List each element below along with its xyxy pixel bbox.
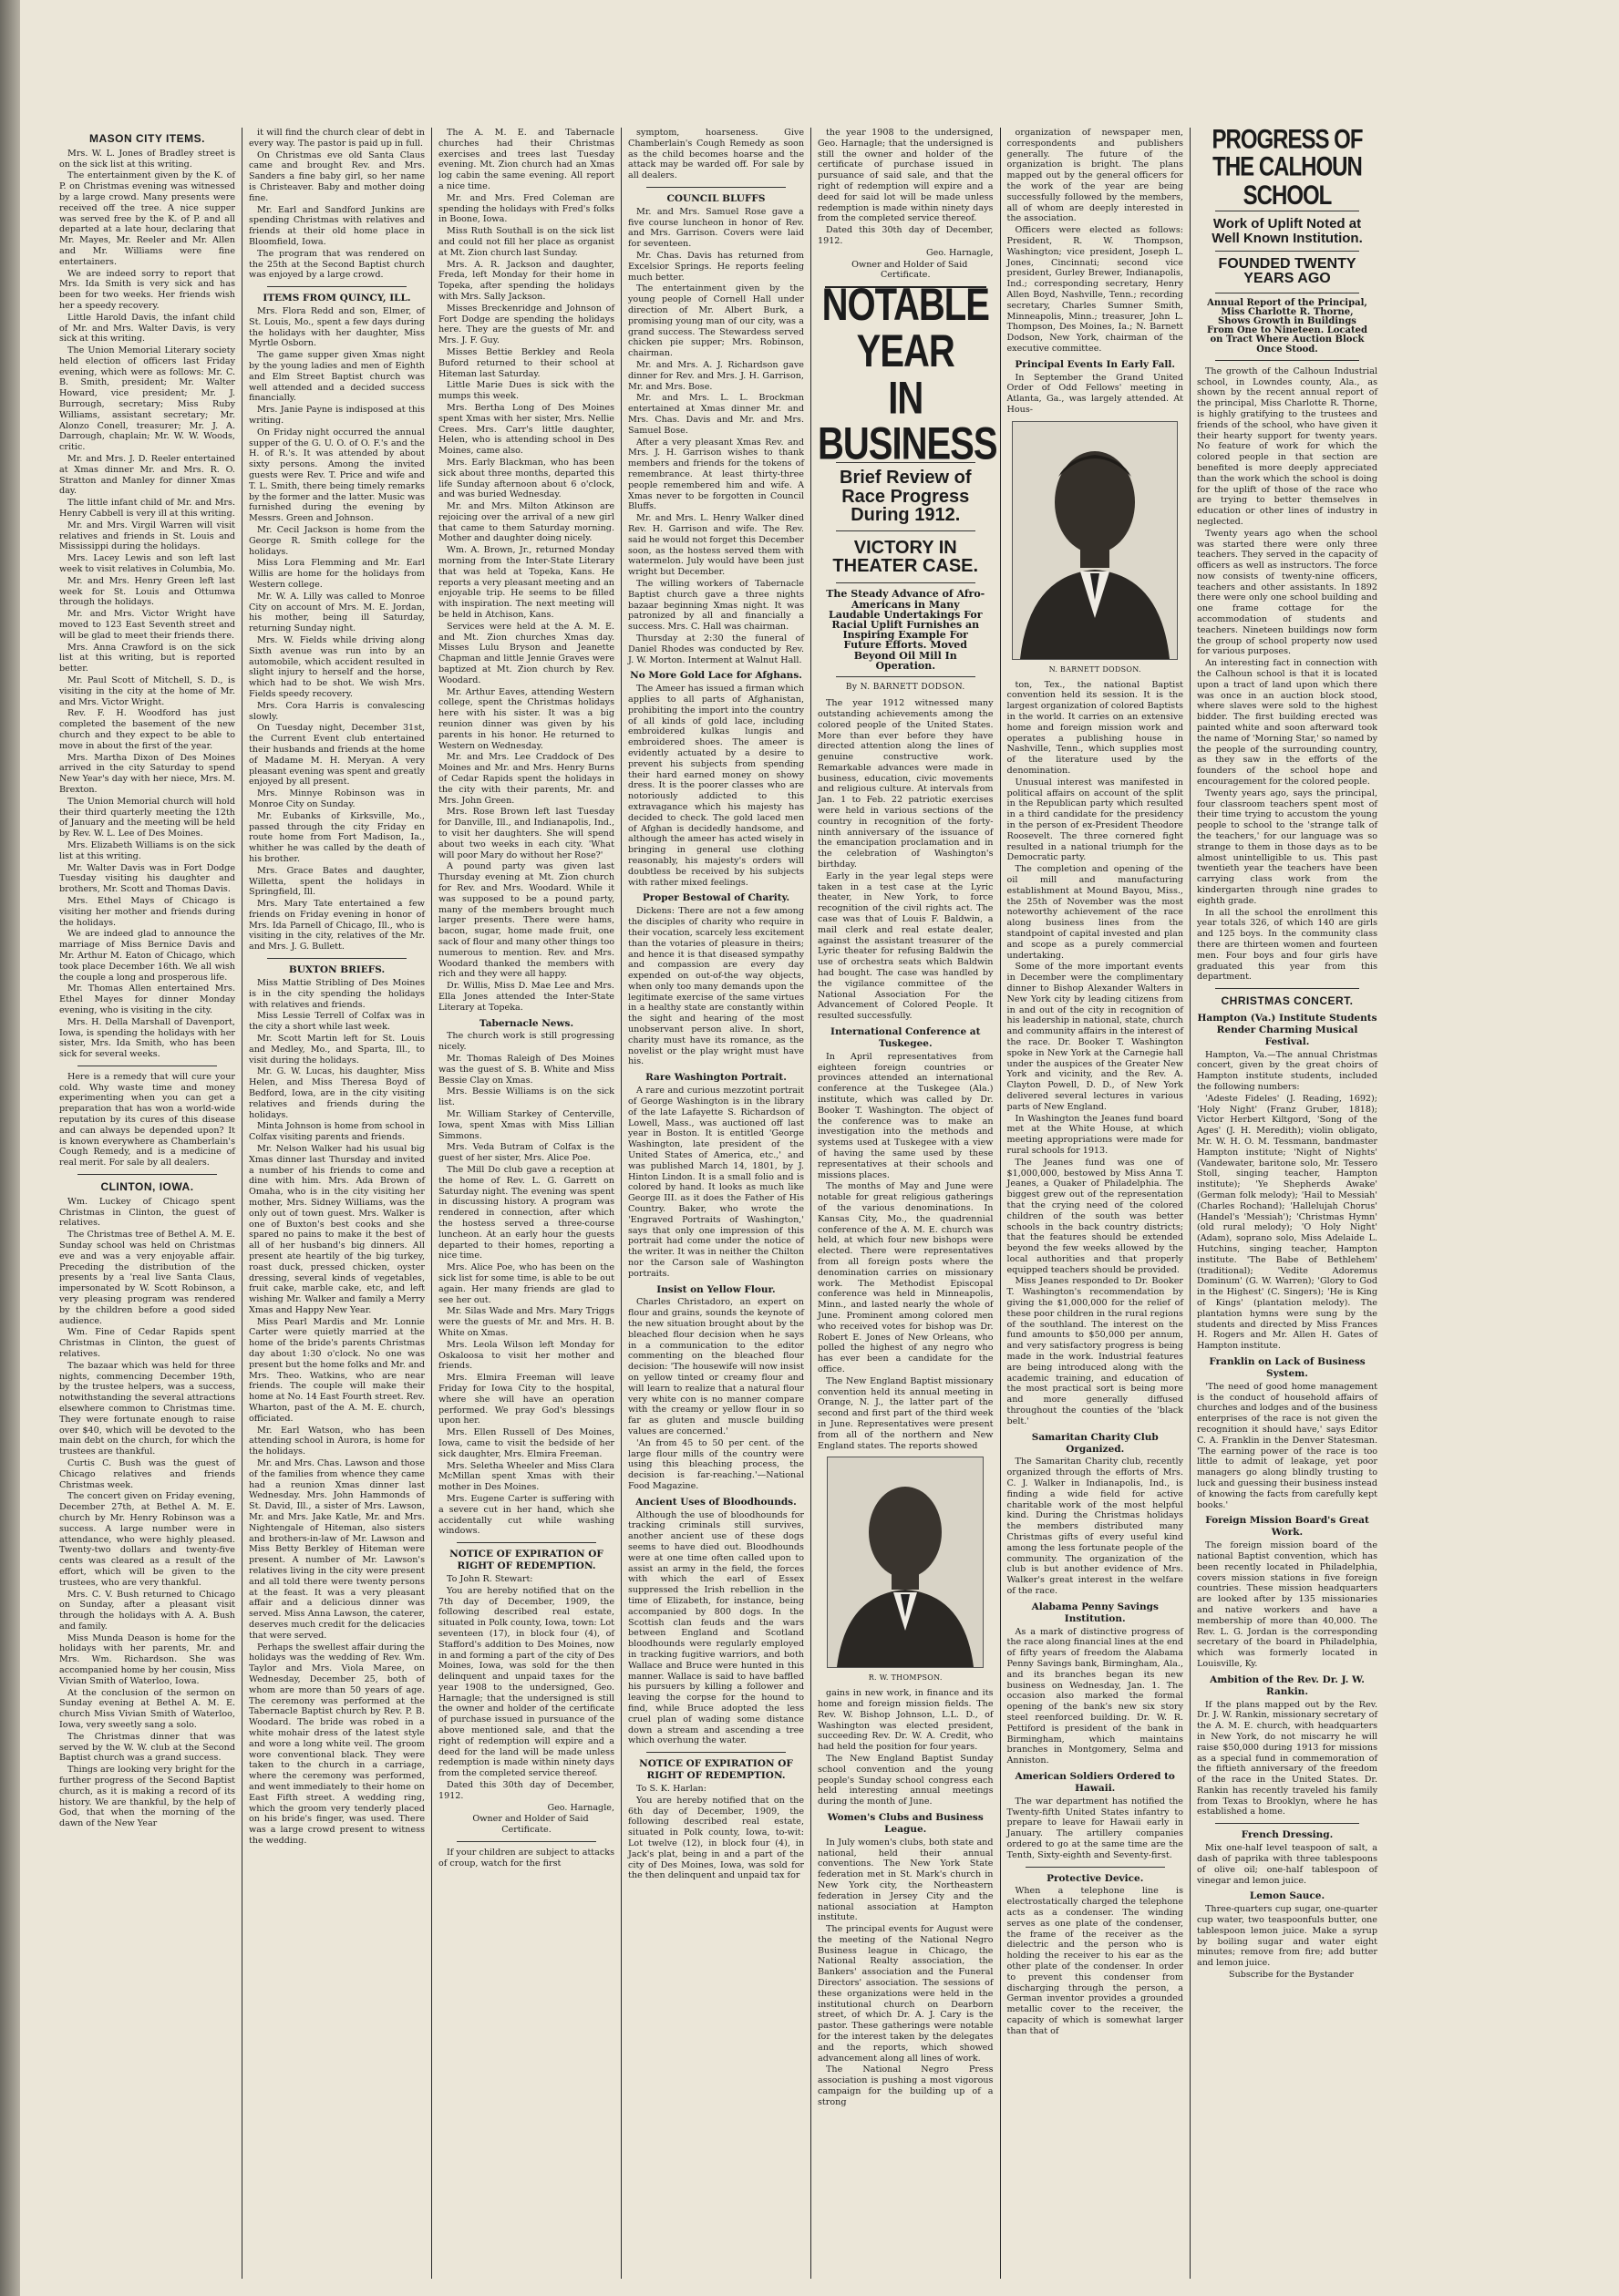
article-paragraph: The New England Baptist Sunday school convention and the young people's Sunday school congress each held interesting annual meetings during the month of June.	[818, 1753, 994, 1807]
article-paragraph: After a very pleasant Xmas Rev. and Mrs. J. H. Garrison wishes to thank members and friends for the tokens of remembrance. At least thirty-three people remembered him and wife. A Xmas never to be forgotten in Council Bluffs.	[628, 437, 804, 512]
divider	[646, 187, 786, 188]
article-paragraph: Mr. and Mrs. Virgil Warren will visit relatives and friends in St. Louis and Mississippi during the holidays.	[59, 520, 235, 552]
article-subheading: International Conference at Tuskegee.	[830, 1026, 981, 1049]
legal-notice-paragraph: Dated this 30th day of December, 1912.	[818, 225, 994, 246]
article-paragraph: Mrs. Martha Dixon of Des Moines arrived in the city Saturday to spend New Year's day with her niece, Mrs. M. Brexton.	[59, 752, 235, 795]
article-paragraph: Little Marie Dues is sick with the mumps this week.	[438, 380, 614, 402]
article-paragraph: Mr. and Mrs. Chas. Lawson and those of the families from whence they came had a reunion Xmas dinner last Wednesday. Mrs. John Hammonds of St. David, Ill., a sister of Mrs. Lawson, Mr. and Mrs. Jake Katle, Mr. and Mrs. Nightengale of Hiteman, also sisters and brothers-in-law of Mr. Lawson and Miss Betty Berkley of Hiteman were present. A number of Mr. Lawson's relatives living in the city were present and all told there were twenty persons at the feast. It was a very pleasant affair and a delicious dinner was served. Miss Anna Lawson, the caterer, deserves much credit for the delicacies that were served.	[249, 1458, 425, 1641]
article-paragraph: Mr. and Mrs. Samuel Rose gave a five course luncheon in honor of Rev. and Mrs. Garrison. Covers were laid for seventeen.	[628, 206, 804, 250]
article-paragraph: Mrs. Lacey Lewis and son left last week to visit relatives in Columbia, Mo.	[59, 553, 235, 575]
advertisement-paragraph: If your children are subject to attacks of croup, watch for the first	[438, 1848, 614, 1869]
article-paragraph: Twenty years ago, says the principal, four classroom teachers spent most of their time trying to accustom the young people to school to the 'strange talk of the teachers,' for our language was so strange to them in those days as to be almost unintelligible to us. This past twentieth year the teachers have been carrying class work from the kindergarten through nine grades to eighth grade.	[1197, 788, 1377, 906]
legal-notice-paragraph: You are hereby notified that on the 7th day of December, 1909, the following described real estate, situated in Polk county, Iowa, town: Lot seventeen (17), in block four (4), of Stafford's addition to Des Moines, now in and forming a part of the city of Des Moines, Iowa, was sold for the then delinquent and unpaid taxes for the year 1908 to the undersigned, Geo. Harnagle; that the undersigned is still the owner and holder of the certificate of purchase issued in pursuance of the above mentioned sale, and that the right of redemption will expire and a deed for the land will be made unless redemption is made within ninety days from the completed service thereof.	[438, 1585, 614, 1779]
article-paragraph: Mr. Earl and Sandford Junkins are spending Christmas with relatives and friends at their old home place in Bloomfield, Iowa.	[249, 204, 425, 247]
article-subheading: Women's Clubs and Business League.	[827, 1811, 984, 1835]
article-paragraph: Mrs. Elizabeth Williams is on the sick list at this writing.	[59, 839, 235, 861]
portrait-caption: N. BARNETT DODSON.	[1048, 664, 1141, 674]
headline-deck: FOUNDED TWENTY YEARS AGO	[1218, 256, 1356, 287]
article-paragraph: Mrs. Mary Tate entertained a few friends on Friday evening in honor of Mrs. Ida Parnell of Chicago, Ill., who is visiting in the city, relatives of the Mr. and Mrs. J. G. Bullett.	[249, 899, 425, 952]
article-paragraph: Mr. Eubanks of Kirksville, Mo., passed through the city Friday en route home from Fort Madison, Ia., whither he was called by the death of his brother.	[249, 810, 425, 864]
article-paragraph: Mr. G. W. Lucas, his daughter, Miss Helen, and Miss Theresa Boyd of Bedford, Iowa, are in the city visiting relatives and friends during the holidays.	[249, 1066, 425, 1120]
article-paragraph: Mrs. Seletha Wheeler and Miss Clara McMillan spent Xmas with their mother in Des Moines.	[438, 1460, 614, 1493]
article-paragraph: Thursday at 2:30 the funeral of Daniel Rhodes was conducted by Rev. J. W. Morton. Interment at Walnut Hall.	[628, 633, 804, 665]
deck-line: During 1912.	[851, 505, 961, 526]
article-paragraph: Miss Pearl Mardis and Mr. Lonnie Carter were quietly married at the home of the bride's parents Christmas day about 1:30 o'clock. No one was present but the home folks and Mr. and Mrs. Theo. Watkins, who are near friends. The couple will make their home at No. 14 East Fourth street. Rev. Wharton, past of the A. M. E. church, officiated.	[249, 1316, 425, 1424]
article-paragraph: We are indeed glad to announce the marriage of Miss Bernice Davis and Mr. Arthur M. Eaton of Chicago, which took place December 16th. We all wish the couple a long and prosperous life.	[59, 929, 235, 983]
article-paragraph: Mrs. H. Della Marshall of Davenport, Iowa, is spending the holidays with her sister, Mrs. Ida Smith, who has been sick for several weeks.	[59, 1016, 235, 1060]
scan-binding-edge	[0, 0, 20, 2296]
article-paragraph: The concert given on Friday evening, December 27th, at Bethel A. M. E. church by Mr. Henry Robinson was a success. A large number were in attendance, who were highly pleased. Twenty-two dollars and twenty-five cents was cleared as a result of the effort, which will be given to the trustees, who are very thankful.	[59, 1491, 235, 1588]
divider	[1215, 251, 1359, 252]
headline-notable-year	[818, 280, 997, 470]
article-paragraph: Some of the more important events in December were the complimentary dinner to Bishop Alexander Walters in New York city by leading citizens from in and out of the city in recognition of his leadership in national, state, church and community affairs in the interest of the race. Dr. Booker T. Washington spoke in New York at the Carnegie hall under the auspices of the Greater New York and vicinity, and the Rev. A. Clayton Powell, D. D., of New York delivered several lectures in various parts of New England.	[1006, 962, 1183, 1112]
article-paragraph: Miss Lora Flemming and Mr. Earl Willis are home for the holidays from Western college.	[249, 558, 425, 590]
article-paragraph: Mrs. C. V. Bush returned to Chicago on Sunday, after a pleasant visit through the holidays with A. A. Bush and family.	[59, 1589, 235, 1632]
article-paragraph: We are indeed sorry to report that Mrs. Ida Smith is very sick and has been for two weeks. Her friends wish her a speedy recovery.	[59, 268, 235, 311]
article-paragraph: organization of newspaper men, correspondents and publishers generally. The future of the organization is bright. The plans mapped out by the general officers for the work of the year are being successfully followed by the members, all of whom are deeply interested in the association.	[1006, 128, 1183, 224]
headline-deck	[821, 468, 990, 524]
article-paragraph: The New England Baptist missionary convention held its annual meeting in Orange, N. J., the latter part of the second and first part of the third week in June. Representatives were present from all of the northern and New England states. The reports showed	[818, 1375, 994, 1451]
divider	[267, 286, 407, 287]
article-paragraph: Mr. and Mrs. A. J. Richardson gave dinner for Rev. and Mrs. J. H. Garrison, Mr. and Mrs. Bose.	[628, 360, 804, 392]
article-paragraph: Mrs. Minnye Robinson was in Monroe City on Sunday.	[249, 788, 425, 809]
article-paragraph: Mr. and Mrs. Milton Atkinson are rejoicing over the arrival of a new girl that came to them Saturday morning. Mother and daughter doing nicely.	[438, 501, 614, 544]
article-paragraph: Perhaps the swellest affair during the holidays was the wedding of Rev. Wm. Taylor and Mrs. Viola Maree, on Wednesday, December 25, both of whom are more than 50 years of age. The ceremony was performed at the Tabernacle Baptist church by Rev. P. B. Woodard. The bride was robed in a white mohair dress of the latest style and wore a long white veil. The groom wore conventional black. They were taken to the church in a carriage, where the ceremony was performed, and went immediately to their home on East Fifth street. A wedding ring, which the groom very tenderly placed on his bride's finger, was used. There was a large crowd present to witness the wedding.	[249, 1642, 425, 1846]
article-heading: Ancient Uses of Bloodhounds.	[635, 1496, 797, 1508]
recipe-paragraph: Mix one-half level teaspoon of salt, a dash of paprika with three tablespoons of olive oil; one-half tablespoon of vinegar and lemon juice.	[1197, 1843, 1377, 1886]
article-paragraph: The program that was rendered on the 25th at the Second Baptist church was enjoyed by a large crowd.	[249, 248, 425, 281]
article-paragraph: Mr. W. A. Lilly was called to Monroe City on account of Mrs. M. E. Jordan, his mother, being ill Saturday, returning Sunday night.	[249, 591, 425, 634]
article-paragraph: Unusual interest was manifested in political affairs on account of the split in the Republican party which resulted in a third candidate for the presidency in the person of ex-President Theodore Roosevelt. The three cornered fight resulted in a national triumph for the Democratic party.	[1006, 777, 1183, 863]
divider	[836, 530, 975, 531]
article-paragraph: When a telephone line is electrostatically charged the telephone acts as a condenser. The winding serves as one plate of the condenser, the frame of the receiver as the dielectric and the person who is holding the receiver to his ear as the other plate of the condenser. In order to prevent this condenser from discharging through the person, a German inventor provides a grounded metallic cover to the receiver, the capacity of which is somewhat larger than that of	[1006, 1886, 1183, 2036]
headline-deck: Work of Uplift Noted at Well Known Institution.	[1212, 216, 1363, 246]
divider	[1026, 1867, 1166, 1868]
article-subheading: Alabama Penny Savings Institution.	[1031, 1601, 1159, 1624]
article-paragraph: On Tuesday night, December 31st, the Current Event club entertained their husbands and friends at the home of Madame M. H. Meryan. A very pleasant evening was spent and greatly enjoyed by all present.	[249, 723, 426, 788]
article-subheading: American Soldiers Ordered to Hawaii.	[1015, 1770, 1175, 1794]
article-paragraph: In all the school the enrollment this year totals 326, of which 140 are girls and 125 boys. In the community class there are thirteen women and fourteen men. Four boys and four girls have graduated this year from this department.	[1197, 907, 1377, 983]
article-paragraph: Mrs. W. L. Jones of Bradley street is on the sick list at this writing.	[59, 148, 235, 170]
article-paragraph: Mr. and Mrs. J. D. Reeler entertained at Xmas dinner Mr. and Mrs. R. O. Stratton and Manley for dinner Xmas day.	[59, 454, 235, 497]
article-paragraph: The willing workers of Tabernacle Baptist church gave a three nights bazaar beginning Xmas night. It was patronized by all and financially a success. Mrs. C. Hall was chairman.	[628, 578, 804, 633]
article-paragraph: The Samaritan Charity club, recently organized through the efforts of Mrs. C. J. Walker in Indianapolis, Ind., is finding a wide field for active charitable work of the most helpful kind. During the Christmas holidays the members distributed many Christmas gifts of every useful kind among the less fortunate people of the community. The organization of the club is but another evidence of Mrs. Walker's great interest in the welfare of the race.	[1006, 1457, 1183, 1597]
article-paragraph: The entertainment given by the young people of Cornell Hall under direction of Mr. Albert Burk, a promising young man of our city, was a grand success. The Stewardess served chicken pie supper; Mrs. Robinson, chairman.	[628, 283, 804, 359]
divider	[836, 676, 975, 677]
recipe-heading: Lemon Sauce.	[1249, 1890, 1325, 1902]
article-paragraph: On Friday night occurred the annual supper of the G. U. O. of O. F.'s and the H. of R.'s. It was attended by about sixty persons. Among the invited guests were Rev. T. Price and wife and T. L. Smith, there being timely remarks by the former and the latter. Music was furnished during the evening by Messrs. Green and Johnson.	[249, 427, 425, 524]
article-paragraph: The church work is still progressing nicely.	[438, 1031, 614, 1053]
legal-notice-heading: NOTICE OF EXPIRATION OF RIGHT OF REDEMPTION.	[639, 1758, 793, 1782]
column-1	[53, 128, 242, 2279]
legal-notice-paragraph: To John R. Stewart:	[447, 1573, 533, 1584]
section-heading: MASON CITY ITEMS.	[89, 132, 205, 145]
article-paragraph: Charles Christadoro, an expert on flour and grains, sounds the keynote of the new situation brought about by the bleached flour decision when he says in a communication to the editor commenting on the bleached flour decision: 'The housewife will now insist on yellow tinted or creamy flour and will learn to realize that a natural flour very white con is no manner compare with the creamy or yellow flour in so far as gluten and muscle building values are concerned.'	[628, 1297, 804, 1436]
section-heading: Tabernacle News.	[479, 1017, 574, 1029]
article-paragraph: Wm. A. Brown, Jr., returned Monday morning from the Inter-State Literary that was held at Topeka, Kans. He reports a very pleasant meeting and an enjoyable trip. He seems to be filled with inspiration. The next meeting will be held in Atchison, Kans.	[438, 545, 614, 621]
article-paragraph: The Union Memorial church will hold their third quarterly meeting the 12th of January and the meeting will be held by Rev. W. L. Lee of Des Moines.	[59, 796, 235, 839]
article-paragraph: Mrs. Janie Payne is indisposed at this writing.	[249, 405, 425, 427]
article-heading: Proper Bestowal of Charity.	[642, 892, 790, 904]
article-subheading: Foreign Mission Board's Great Work.	[1205, 1515, 1369, 1539]
column-6	[1001, 128, 1191, 2279]
article-paragraph: 'The need of good home management is the conduct of household affairs of churches and lodges and of the business enterprises of the race is not given the recognition it should have,' says Editor C. A. Franklin in the Denver Statesman. 'The earning power of the race is too little to admit of leakage, yet poor managers go along blindly trusting to luck and guessing their business instead of knowing the facts from carefully kept books.'	[1197, 1381, 1377, 1510]
section-heading: CHRISTMAS CONCERT.	[1221, 994, 1354, 1008]
article-paragraph: Mrs. W. Fields while driving along Sixth avenue was run into by an automobile, which accident resulted in slight injury to herself and the horse, which had to be shot. We wish Mrs. Fields speedy recovery.	[249, 634, 425, 699]
business-review-article	[811, 128, 1191, 2279]
portrait-caption: R. W. THOMPSON.	[868, 1673, 943, 1683]
article-paragraph: If the plans mapped out by the Rev. Dr. J. W. Rankin, missionary secretary of the A. M. E. church, with headquarters in New York, do not miscarry he will raise $50,000 during 1913 for missions as a special fund in commemoration of the fiftieth anniversary of the freedom of the race in the United States. Dr. Rankin has recently traveled his family from Texas to Brooklyn, where he has established a home.	[1197, 1699, 1377, 1817]
article-paragraph: The little infant child of Mr. and Mrs. Henry Cabbell is very ill at this writing.	[59, 498, 235, 520]
portrait-thompson	[827, 1457, 984, 1668]
portrait-illustration	[828, 1457, 983, 1667]
article-paragraph: The Mill Do club gave a reception at the home of Rev. L. G. Garrett on Saturday night. The evening was spent in discussing history. A program was rendered in connection, after which the hostess served a three-course luncheon. At an early hour the guests departed to their homes, reporting a nice time.	[438, 1165, 614, 1261]
column-4	[622, 128, 811, 2279]
article-paragraph: Mrs. Bessie Williams is on the sick list.	[438, 1086, 614, 1108]
article-heading: No More Gold Lace for Afghans.	[630, 670, 802, 682]
article-paragraph: Mr. Arthur Eaves, attending Western college, spent the Christmas holidays here with his sister. It was a big reunion dinner was given by his parents in his honor. He returned to Western on Wednesday.	[438, 686, 614, 751]
notice-signature: Geo. Harnagle,	[925, 247, 994, 258]
article-paragraph: In Washington the Jeanes fund board met at the White House, at which meeting appropriations were made for rural schools for 1913.	[1006, 1113, 1183, 1156]
byline: By N. BARNETT DODSON.	[845, 683, 965, 693]
article-paragraph: Wm. Fine of Cedar Rapids spent Christmas in Clinton, the guest of relatives.	[59, 1327, 235, 1359]
article-paragraph: In July women's clubs, both state and national, held their annual conventions. The New York State federation met in St. Mark's church in New York city, the Northeastern federation in Jersey City and the national association at Hampton institute.	[818, 1837, 994, 1923]
article-paragraph: Mrs. Eugene Carter is suffering with a severe cut in her hand, which she accidentally cut while washing windows.	[438, 1493, 614, 1537]
legal-notice-paragraph: To S. K. Harlan:	[636, 1784, 706, 1795]
article-paragraph: The months of May and June were notable for great religious gatherings of the various denominations. In Kansas City, Mo., the quadrennial conference of the A. M. E. church was held, at which four new bishops were elected. There were representatives from all foreign posts where the denomination carries on missionary work. The Methodist Episcopal conference was held in Minneapolis, Minn., and lasted nearly the whole of June. Prominent among colored men who received votes for bishop was Dr. Robert E. Jones of New Orleans, who polled the highest of any negro who has ever been a candidate for the office.	[818, 1181, 994, 1375]
article-subheading: Principal Events In Early Fall.	[1015, 358, 1176, 370]
article-paragraph: Miss Munda Deason is home for the holidays with her parents, Mr. and Mrs. Wm. Richardson. She was accompanied home by her cousin, Miss Vivian Smith of Waterloo, Iowa.	[59, 1632, 235, 1686]
subscribe-notice: Subscribe for the Bystander	[1229, 1970, 1354, 1981]
article-heading: Insist on Yellow Flour.	[656, 1283, 776, 1295]
article-paragraph: The year 1912 witnessed many outstanding achievements among the colored people of the United States. More than ever before they have directed attention along the lines of genuine constructive work. Remarkable advances were made in business, education, civic movements and religious culture. At intervals from Jan. 1 to Feb. 22 patriotic exercises were held in various sections of the country in recognition of the forty-ninth anniversary of the issuance of the emancipation proclamation and in the celebration of Washington's birthday.	[818, 698, 994, 870]
article-paragraph: Mr. and Mrs. L. Henry Walker dined Rev. H. Garrison and wife. The Rev. said he would not forget this December soon, as the hostess served them with watermelon. July would have been just wright but December.	[628, 513, 804, 578]
article-paragraph: The Jeanes fund was one of $1,000,000, bestowed by Miss Anna T. Jeanes, a Quaker of Philadelphia. The biggest grew out of the representation that the crying need of the colored children of the south was better schools in the back country districts; that the features should be extended beyond the few weeks allowed by the local authorities and that properly equipped teachers should be provided.	[1006, 1157, 1183, 1275]
article-paragraph: Mrs. Early Blackman, who has been sick about three months, departed this life Sunday afternoon about 6 o'clock, and was buried Wednesday.	[438, 457, 614, 500]
article-paragraph: Mr. Cecil Jackson is home from the George R. Smith college for the holidays.	[249, 525, 425, 557]
article-paragraph: The A. M. E. and Tabernacle churches had their Christmas exercises and trees last Tuesday evening. Mt. Zion church had an Xmas log cabin the same evening. All report a nice time.	[438, 128, 614, 191]
article-paragraph: The war department has notified the Twenty-fifth United States infantry to prepare to leave for Hawaii early in January. The artillery companies ordered to go at the same time are the Tenth, Sixty-eighth and Seventy-first.	[1006, 1796, 1183, 1860]
notice-signature-title: Owner and Holder of Said Certificate.	[851, 259, 968, 281]
article-paragraph: Mrs. Veda Butram of Colfax is the guest of her sister, Mrs. Alice Poe.	[438, 1142, 614, 1164]
divider	[457, 1542, 596, 1543]
newspaper-columns	[53, 128, 1599, 2279]
column-3	[432, 128, 622, 2279]
article-paragraph: Wm. Luckey of Chicago spent Christmas in Clinton, the guest of relatives.	[59, 1196, 235, 1229]
article-paragraph: Mrs. A. R. Jackson and daughter, Freda, left Monday for their home in Topeka, after spending the holidays with Mrs. Sally Jackson.	[438, 259, 614, 302]
article-paragraph: Mr. Nelson Walker had his usual big Xmas dinner last Thursday and invited a number of his friends to come and dine with him. Mrs. Ada Brown of Omaha, who is in the city visiting her mother, Mrs. Sidney Williams, was the only out of town guest. Mrs. Walker is one of Buxton's best cooks and she spared no pains to make it the best of all of her husband's big dinners. All present ate heartily of the big turkey, roast duck, pressed chicken, oyster dressing, several kinds of vegetables, fruit cake, marble cake, etc, and left wishing Mr. Walker and family a Merry Xmas and Happy New Year.	[249, 1143, 425, 1315]
article-paragraph: Mrs. Elmira Freeman will leave Friday for Iowa City to the hospital, where she will have an operation performed. We pray God's blessings upon her.	[438, 1373, 614, 1426]
article-subheading: Samaritan Charity Club Organized.	[1031, 1431, 1159, 1455]
article-paragraph: The foreign mission board of the national Baptist convention, which has been recently located in Philadelphia, covers mission stations in five foreign countries. These mission headquarters are looked after by 135 missionaries and native workers and have a membership of more than 40,000. The Rev. L. G. Jordan is the corresponding secretary of the board in Philadelphia, which was formerly located in Louisville, Ky.	[1197, 1540, 1377, 1669]
article-paragraph: Things are looking very bright for the further progress of the Second Baptist church, as it is making a record of its history. We are thankful, by the help of God, that when the morning of the dawn of the New Year	[59, 1765, 235, 1829]
legal-notice-paragraph: You are hereby notified that on the 6th day of December, 1909, the following described real estate, situated in Polk county, Iowa, to-wit: Lot twelve (12), in block four (4), in Jack's plat, being in and a part of the city of Des Moines, Iowa, was sold for the then delinquent and unpaid tax for	[628, 1795, 804, 1881]
headline-line: NOTABLE YEAR	[821, 280, 989, 377]
article-subheading: Franklin on Lack of Business System.	[1209, 1355, 1366, 1379]
article-paragraph: An interesting fact in connection with the Calhoun school is that it is located upon a tract of land upon which there was once in an auction block stood, where slaves were sold to the highest bidder. The first building erected was painted white and soon afterward took the name of 'Morning Star,' so named by the people of the surrounding country, as they saw in the efforts of the founders of the school hope and encouragement for the colored people.	[1197, 658, 1377, 788]
article-paragraph: Mrs. Leola Wilson left Monday for Oskaloosa to visit her mother and friends.	[438, 1339, 614, 1372]
divider	[457, 1841, 596, 1842]
article-paragraph: Services were held at the A. M. E. and Mt. Zion churches Xmas day. Misses Lulu Bryson and Jeanette Chapman and little Jennie Graves were baptized at Mt. Zion church by Rev. Woodard.	[438, 621, 614, 685]
article-paragraph: Mr. Paul Scott of Mitchell, S. D., is visiting in the city at the home of Mr. and Mrs. Victor Wright.	[59, 675, 235, 707]
article-paragraph: Minta Johnson is home from school in Colfax visiting parents and friends.	[249, 1121, 425, 1143]
article-paragraph: Misses Bettie Berkley and Reola Buford returned to their school at Hiteman last Saturday.	[438, 346, 614, 379]
article-paragraph: Miss Mattie Stribling of Des Moines is in the city spending the holidays with relatives and friends.	[249, 977, 425, 1010]
article-paragraph: The principal events for August were the meeting of the National Negro Business league in Chicago, the National Realty association, the Bankers' association and the Funeral Directors' association. The sessions of these organizations were held in the institutional church on Dearborn street, of which Dr. A. J. Cary is the pastor. These gatherings were notable for the interest taken by the delegates and the reports, which showed advancement along all lines of work.	[818, 1924, 994, 2064]
article-paragraph: As a mark of distinctive progress of the race along financial lines at the end of fifty years of freedom the Alabama Penny Savings bank, Birmingham, Ala., and its branches began its new business on Wednesday, Jan. 1. The occasion also marked the formal opening of the bank's new six story steel reenforced building. Dr. W. R. Pettiford is president of the bank in Birmingham, which maintains branches in Montgomery, Selma and Anniston.	[1006, 1626, 1183, 1766]
article-paragraph: Mrs. Ethel Mays of Chicago is visiting her mother and friends during the holidays.	[59, 895, 235, 928]
divider	[1215, 988, 1359, 989]
article-paragraph: Officers were elected as follows: President, R. W. Thompson, Washington; vice president, Joseph L. Jones, Cincinnati; second vice president, Gurley Brewer, Indianapolis, Ind.; corresponding secretary, Henry Allen Boyd, Nashville, Tenn.; recording secretary, Charles Sumner Smith, Minneapolis, Minn.; treasurer, John L. Thompson, Des Moines, Ia.; N. Barnett Dodson, New York, chairman of the executive committee.	[1006, 225, 1183, 354]
article-paragraph: Mrs. Bertha Long of Des Moines spent Xmas with her sister, Mrs. Nellie Crees. Mrs. Carr's little daughter, Helen, who is attending school in Des Moines, came also.	[438, 402, 614, 457]
article-paragraph: Early in the year legal steps were taken in a test case at the Lyric theater, in New York, to force recognition of the civil rights act. The case was that of Louis F. Baldwin, a mail clerk and real estate dealer, against the assistant treasurer of the Lyric theater for refusing Baldwin the use of orchestra seats which Baldwin had bought. The case was handled by the vigilance committee of the National Association For the Advancement of Colored People. It resulted successfully.	[818, 870, 994, 1022]
article-paragraph: Mrs. Ellen Russell of Des Moines, Iowa, came to visit the bedside of her sick daughter, Mrs. Elmira Freeman.	[438, 1427, 614, 1459]
article-paragraph: The Ameer has issued a firman which applies to all parts of Afghanistan, prohibiting the import into the country of all kinds of gold lace, including embroidered kulkas lungis and embroidered shoes. The ameer is evidently actuated by a desire to prevent his subjects from spending their hard earned money on showy dress. It is the poorer classes who are notoriously addicted to this extravagance which his majesty has decided to check. The gold laced men of Afghan is decidedly handsome, and although the ameer has acted wisely in bringing in general use clothing reasonably, his majesty's orders will doubtless be received by his subjects with rather mixed feelings.	[628, 684, 804, 888]
article-paragraph: Mr. and Mrs. Victor Wright have moved to 123 East Seventh street and will be glad to meet their friends there.	[59, 609, 235, 641]
article-paragraph: The entertainment given by the K. of P. on Christmas evening was witnessed by a large crowd. Many presents were received off the tree. A nice supper was served free by the K. of P. and all departed at a late hour, declaring that Mr. Mayes, Mr. Reeler and Mr. Allen and Mr. Williams were fine entertainers.	[59, 170, 235, 267]
portrait-illustration	[1013, 422, 1177, 659]
notice-signature: Geo. Harnagle,	[547, 1802, 614, 1813]
section-heading: CLINTON, IOWA.	[100, 1180, 194, 1194]
deck-line: Brief Review of Race Progress	[840, 468, 972, 507]
section-heading: ITEMS FROM QUINCY, ILL.	[263, 293, 411, 304]
article-subheading: Hampton (Va.) Institute Students Render Charming Musical Festival.	[1197, 1012, 1377, 1047]
article-paragraph: Mr. William Starkey of Centerville, Iowa, spent Xmas with Miss Lillian Simmons.	[438, 1109, 614, 1141]
article-paragraph: Miss Jeanes responded to Dr. Booker T. Washington's recommendation by giving the $1,000,000 for the relief of these poor children in the rural regions of the southland. The interest on the fund amounts to $50,000 per annum, and very satisfactory progress is being made in the work. Industrial features are being introduced along with the academic training, and education of the most practical sort is being more and more generally diffused throughout the counties of the 'black belt.'	[1006, 1276, 1183, 1426]
article-heading: Rare Washington Portrait.	[645, 1072, 787, 1084]
article-paragraph: The Union Memorial Literary society held election of officers last Friday evening, which were as follows: Mr. C. B. Smith, president; Mr. Walter Howard, vice president; Mr. J. Burrough, secretary; Miss Ruby Williams, assistant secretary; Mr. Alonzo Conell, treasurer; Mr. J. A. Darrough, chaplain; Mr. W. W. Woods, critic.	[59, 345, 235, 453]
article-paragraph: In September the Grand United Order of Odd Fellows' meeting in Atlanta, Ga., was largely attended. At Hous-	[1006, 372, 1183, 416]
recipe-paragraph: Three-quarters cup sugar, one-quarter cup water, two teaspoonfuls butter, one tablespoon lemon juice. Make a syrup by boiling sugar and water eight minutes; remove from fire; add butter and lemon juice.	[1197, 1904, 1377, 1969]
article-paragraph: Mr. Chas. Davis has returned from Excelsior Springs. He reports feeling much better.	[628, 251, 804, 283]
headline-summary: The Steady Advance of Afro-Americans in Many Laudable Undertakings For Racial Uplift Furnishes an Inspiring Example For Future Efforts. Moved Beyond Oil Mill In Operation.	[826, 588, 985, 672]
article-paragraph: Mr. and Mrs. L. L. Brockman entertained at Xmas dinner Mr. and Mrs. Chas. Davis and Mr. and Mrs. Samuel Bose.	[628, 393, 804, 436]
article-paragraph: The bazaar which was held for three nights, commencing December 19th, by the trustee helpers, was a success, notwithstanding the several attractions elsewhere common to Christmas time. They were fortunate enough to raise over $40, which will be devoted to the main debt on the church, for which the trustees are thankful.	[59, 1360, 235, 1457]
article-paragraph: Twenty years ago when the school was started there were only three teachers. They served in the capacity of officers as well as instructors. The force now consists of twenty-nine officers, teachers and other assistants. In 1892 there were only one school building and one frame cottage for the accommodation of students and teachers. Nineteen buildings now form the group of school property now used for various purposes.	[1197, 528, 1377, 657]
article-paragraph: Mr. and Mrs. Fred Coleman are spending the holidays with Fred's folks in Boone, Iowa.	[438, 192, 614, 225]
divider	[646, 1752, 786, 1753]
article-paragraph: The Christmas dinner that was served by the W. W. club at the Second Baptist church was a grand success.	[59, 1731, 235, 1764]
article-paragraph: Mrs. Flora Redd and son, Elmer, of St. Louis, Mo., spent a few days during the holidays with her daughter, Miss Myrtle Osborn.	[249, 306, 425, 349]
article-paragraph: A rare and curious mezzotint portrait of George Washington is in the library of the late Lafayette S. Richardson of Lowell, Mass., was auctioned off last year in Boston. It is entitled 'George Washington, late president of the United States of America, etc.,' and was published March 14, 1801, by J. Hinton Lindon. It is a small folio and is colored by hand. It looks as much like George III. as it does the Father of His Country. Baker, who wrote the 'Engraved Portraits of Washington,' says that only one impression of this portrait had come under the notice of the writer. It was in neither the Chilton nor the Carson sale of Washington portraits.	[628, 1086, 804, 1279]
article-paragraph: At the conclusion of the sermon on Sunday evening at Bethel A. M. E. church Miss Vivian Smith of Waterloo, Iowa, very sweetly sang a solo.	[59, 1687, 235, 1731]
article-paragraph: The game supper given Xmas night by the young ladies and men of Eighth and Elm Street Baptist church was well attended and a decided success financially.	[249, 350, 425, 404]
article-paragraph: Although the use of bloodhounds for tracking criminals still survives, another ancient use of these dogs seems to have died out. Bloodhounds were at one time often called upon to assist an army in the field, the forces with which the earl of Essex suppressed the Irish rebellion in the time of Elizabeth, for instance, being accompanied by 800 dogs. In the Scottish clan feuds and the wars between England and Scotland bloodhounds were regularly employed in tracking fugitive warriors, and both Wallace and Bruce were hunted in this manner. Wallace is said to have baffled his pursuers by killing a follower and leaving the corpse for the hound to find, while Bruce adopted the less cruel plan of wading some distance down a stream and ascending a tree which overhung the water.	[628, 1509, 804, 1746]
advertisement-paragraph: symptom, hoarseness. Give Chamberlain's Cough Remedy as soon as the child becomes hoarse and the attack may be warded off. For sale by all dealers.	[628, 128, 804, 181]
article-paragraph: Miss Lessie Terrell of Colfax was in the city a short while last week.	[249, 1011, 425, 1033]
article-paragraph: Miss Ruth Southall is on the sick list and could not fill her place as organist at Mt. Zion church last Sunday.	[438, 226, 614, 258]
article-paragraph: Mr. Walter Davis was in Fort Dodge Tuesday visiting his daughter and brothers, Mr. Scott and Thomas Davis.	[59, 862, 235, 895]
advertisement-paragraph: Here is a remedy that will cure your cold. Why waste time and money experimenting when you can get a preparation that has won a world-wide reputation by its cures of this disease and can always be depended upon? It is known everywhere as Chamberlain's Cough Remedy, and is a medicine of real merit. For sale by all dealers.	[59, 1071, 235, 1169]
business-review-columns	[811, 128, 1190, 2279]
article-paragraph: Hampton, Va.—The annual Christmas concert, given by the great choirs of Hampton institute students, included the following numbers:	[1197, 1049, 1377, 1093]
article-paragraph: The growth of the Calhoun Industrial school, in Lowndes county, Ala., as shown by the recent annual report of the principal, Miss Charlotte R. Thorne, is highly gratifying to the trustees and friends of the school, who have given it their hearty support for twenty years. No feature of work for which the colored people in that section are benefited is more deeply appreciated than the work which the school is doing for the uplift of those of the race who are trying to better themselves in education or other lines of industry in neglected.	[1197, 366, 1377, 527]
headline-deck-theater: VICTORY IN THEATER CASE.	[832, 537, 979, 576]
section-heading: BUXTON BRIEFS.	[288, 964, 386, 976]
column-2	[242, 128, 432, 2279]
article-paragraph: A pound party was given last Thursday evening at Mt. Zion church for Rev. and Mrs. Woodard. While it was supposed to be a pound party, many of the members brought much larger presents. There were hams, bacon, sugar, home made fruit, one sack of flour and many other things too numerous to mention. Rev. and Mrs. Woodard thanked the members with rich and they were all happy.	[438, 861, 614, 980]
article-paragraph: Dickens: There are not a few among the disciples of charity who require in their vocation, scarcely less excitement than the votaries of pleasure in theirs; and hence it is that diseased sympathy and compassion are every day expended on out-of-the way objects, when only too many demands upon the legitimate exercise of the same virtues in a healthy state are constantly within the sight and hearing of the most unobservant person alive. In short, charity must have its romance, as the novelist or the play wright must have his.	[628, 906, 804, 1067]
legal-notice-heading: NOTICE OF EXPIRATION OF RIGHT OF REDEMPTION.	[449, 1549, 603, 1572]
headline-line: IN BUSINESS	[818, 373, 997, 470]
article-paragraph: Mrs. Grace Bates and daughter, Willetta, spent the holidays in Springfield, Ill.	[249, 865, 425, 898]
article-paragraph: Mrs. Cora Harris is convalescing slowly.	[249, 700, 425, 722]
article-paragraph: Mr. Thomas Allen entertained Mrs. Ethel Mayes for dinner Monday evening, who is visiting in the city.	[59, 983, 235, 1015]
column-5	[811, 128, 1001, 2279]
recipe-heading: French Dressing.	[1241, 1829, 1334, 1841]
article-paragraph: Mrs. Anna Crawford is on the sick list at this writing, but is reported better.	[59, 642, 235, 674]
legal-notice-paragraph: Dated this 30th day of December, 1912.	[438, 1780, 614, 1801]
article-heading: Protective Device.	[1047, 1872, 1144, 1884]
headline-calhoun: PROGRESS OF THE CALHOUN SCHOOL	[1212, 128, 1363, 211]
divider	[836, 582, 975, 583]
article-paragraph: The Christmas tree of Bethel A. M. E. Sunday school was held on Christmas eve and was a very enjoyable affair. Preceding the distribution of the presents by a 'real live Santa Claus, impersonated by W. Scott Robinson, a very pleasing program was rendered by the children before a good sided audience.	[59, 1230, 235, 1326]
divider	[1215, 1823, 1359, 1824]
divider	[77, 1174, 217, 1175]
legal-notice-paragraph: the year 1908 to the undersigned, Geo. Harnagle; that the undersigned is still the owner and holder of the certificate of purchase issued in pursuance of said sale, and that the right of redemption will expire and a deed for said lot will be made unless redemption is made within ninety days from the completed service thereof.	[818, 128, 994, 224]
article-paragraph: Mrs. Alice Poe, who has been on the sick list for some time, is able to be out again. Her many friends are glad to see her out.	[438, 1262, 614, 1305]
article-paragraph: ton, Tex., the national Baptist convention held its session. It is the largest organization of colored Baptists in the world. It carries on an extensive home and foreign mission work and operates a publishing house in Nashville, Tenn., which supplies most of the literature used by the denomination.	[1006, 679, 1183, 777]
article-paragraph: On Christmas eve old Santa Claus came and brought Rev. and Mrs. Sanders a fine baby girl, so her name is Christeaver. Baby and mother doing fine.	[249, 149, 425, 203]
article-paragraph: Rev. F. H. Woodford has just completed the basement of the new church and they expect to be able to move in about the first of the year.	[59, 708, 235, 751]
portrait-dodson	[1012, 421, 1178, 660]
article-paragraph: Dr. Willis, Miss D. Mae Lee and Mrs. Ella Jones attended the Inter-State Literary at Topeka.	[438, 981, 614, 1013]
divider	[1215, 360, 1359, 361]
article-paragraph: 'Adeste Fideles' (J. Reading, 1692); 'Holy Night' (Franz Gruber, 1818); Victor Herbert Kiltgord, 'Song of the Ages' (J. H. Meredith); violin obligato, Mr. W. H. O. M. Tessmann, bandmaster Hampton institute; 'Night of Nights' (Vandewater, baritone solo, Mr. Tessero Stoll, singing teacher, Hampton institute); 'Ye Shepherds Awake' (German folk melody); 'Hail to Messiah' (Charles Rochand); 'Hallelujah Chorus' (Handel's 'Messiah'); 'Christmas Hymn' (old rural melody); 'O Holy Night' (Adam), soprano solo, Miss Adelaide L. Hutchins, singing teacher, Hampton institute. 'The Babe of Bethlehem' (traditional); 'Vedite Adoremus Dominum' (G. W. Warren); 'Glory to God in the Highest' (C. Singers); 'He is King of Kings' (plantation melody). The plantation hymns were sung by the students and directed by Miss Frances H. Rogers and Mr. Allen H. Gates of Hampton institute.	[1197, 1093, 1377, 1352]
article-subheading: Ambition of the Rev. Dr. J. W. Rankin.	[1210, 1673, 1365, 1697]
article-paragraph: The completion and opening of the oil mill and manufacturing establishment at Mound Bayou, Miss., the 25th of November was the most noteworthy achievement of the race along business lines from the standpoint of capital invested and plan and scope as a purely commercial undertaking.	[1006, 864, 1183, 961]
column-7	[1191, 128, 1384, 2279]
article-paragraph: Mr. Earl Watson, who has been attending school in Aurora, is home for the holidays.	[249, 1425, 425, 1457]
article-paragraph: Mr. Silas Wade and Mrs. Mary Triggs were the guests of Mr. and Mrs. H. B. White on Xmas.	[438, 1306, 614, 1338]
article-paragraph: Little Harold Davis, the infant child of Mr. and Mrs. Walter Davis, is very sick at this writing.	[59, 312, 235, 345]
section-heading: COUNCIL BLUFFS	[666, 192, 766, 204]
article-paragraph: Mr. Thomas Raleigh of Des Moines was the guest of S. B. White and Miss Bessie Clay on Xmas.	[438, 1054, 614, 1086]
article-paragraph: Misses Breckenridge and Johnson of Fort Dodge are spending the holidays here. They are the guests of Mr. and Mrs. J. F. Guy.	[438, 303, 614, 346]
article-paragraph: it will find the church clear of debt in every way. The pastor is paid up in full.	[249, 128, 425, 149]
article-paragraph: The National Negro Press association is pushing a most vigorous campaign for the building up of a strong	[818, 2064, 994, 2107]
article-paragraph: Curtis C. Bush was the guest of Chicago relatives and friends Christmas week.	[59, 1457, 235, 1490]
article-paragraph: Mr. Scott Martin left for St. Louis and Medley, Mo., and Sparta, Ill., to visit during the holidays.	[249, 1033, 425, 1066]
article-paragraph: 'An from 45 to 50 per cent. of the large flour mills of the country were using this bleaching process, the decision is far-reaching.'—National Food Magazine.	[628, 1437, 804, 1491]
divider	[267, 958, 407, 959]
article-paragraph: In April representatives from eighteen foreign countries or provinces attended an international conference at the Tuskegee (Ala.) institute, which was called by Dr. Booker T. Washington. The object of the conference was to make an investigation into the methods and systems used at Tuskegee with a view of having the same used by these representatives at their schools and missions places.	[818, 1051, 994, 1180]
article-paragraph: gains in new work, in finance and its home and foreign mission fields. The Rev. W. Bishop Johnson, L.L. D., of Washington was elected president, succeeding Rev. Dr. W. A. Credit, who had held the position for four years.	[818, 1688, 994, 1753]
article-paragraph: Mrs. Rose Brown left last Tuesday for Danville, Ill., and Indianapolis, Ind., to visit her daughters. She will spend about two weeks in each city. 'What will poor Mary do without her Rose?'	[438, 807, 614, 860]
article-paragraph: Mr. and Mrs. Lee Craddock of Des Moines and Mr. and Mrs. Henry Burns of Cedar Rapids spent the holidays in the city with their parents, Mr. and Mrs. John Green.	[438, 752, 614, 806]
headline-summary: Annual Report of the Principal, Miss Charlotte R. Thorne, Shows Growth in Buildings From One to Nineteen. Located on Tract Where Auction Block Once Stood.	[1207, 297, 1367, 355]
notice-signature-title: Owner and Holder of Said Certificate.	[472, 1814, 589, 1836]
article-paragraph: Mr. and Mrs. Henry Green left last week for St. Louis and Ottumwa through the holidays.	[59, 575, 235, 608]
